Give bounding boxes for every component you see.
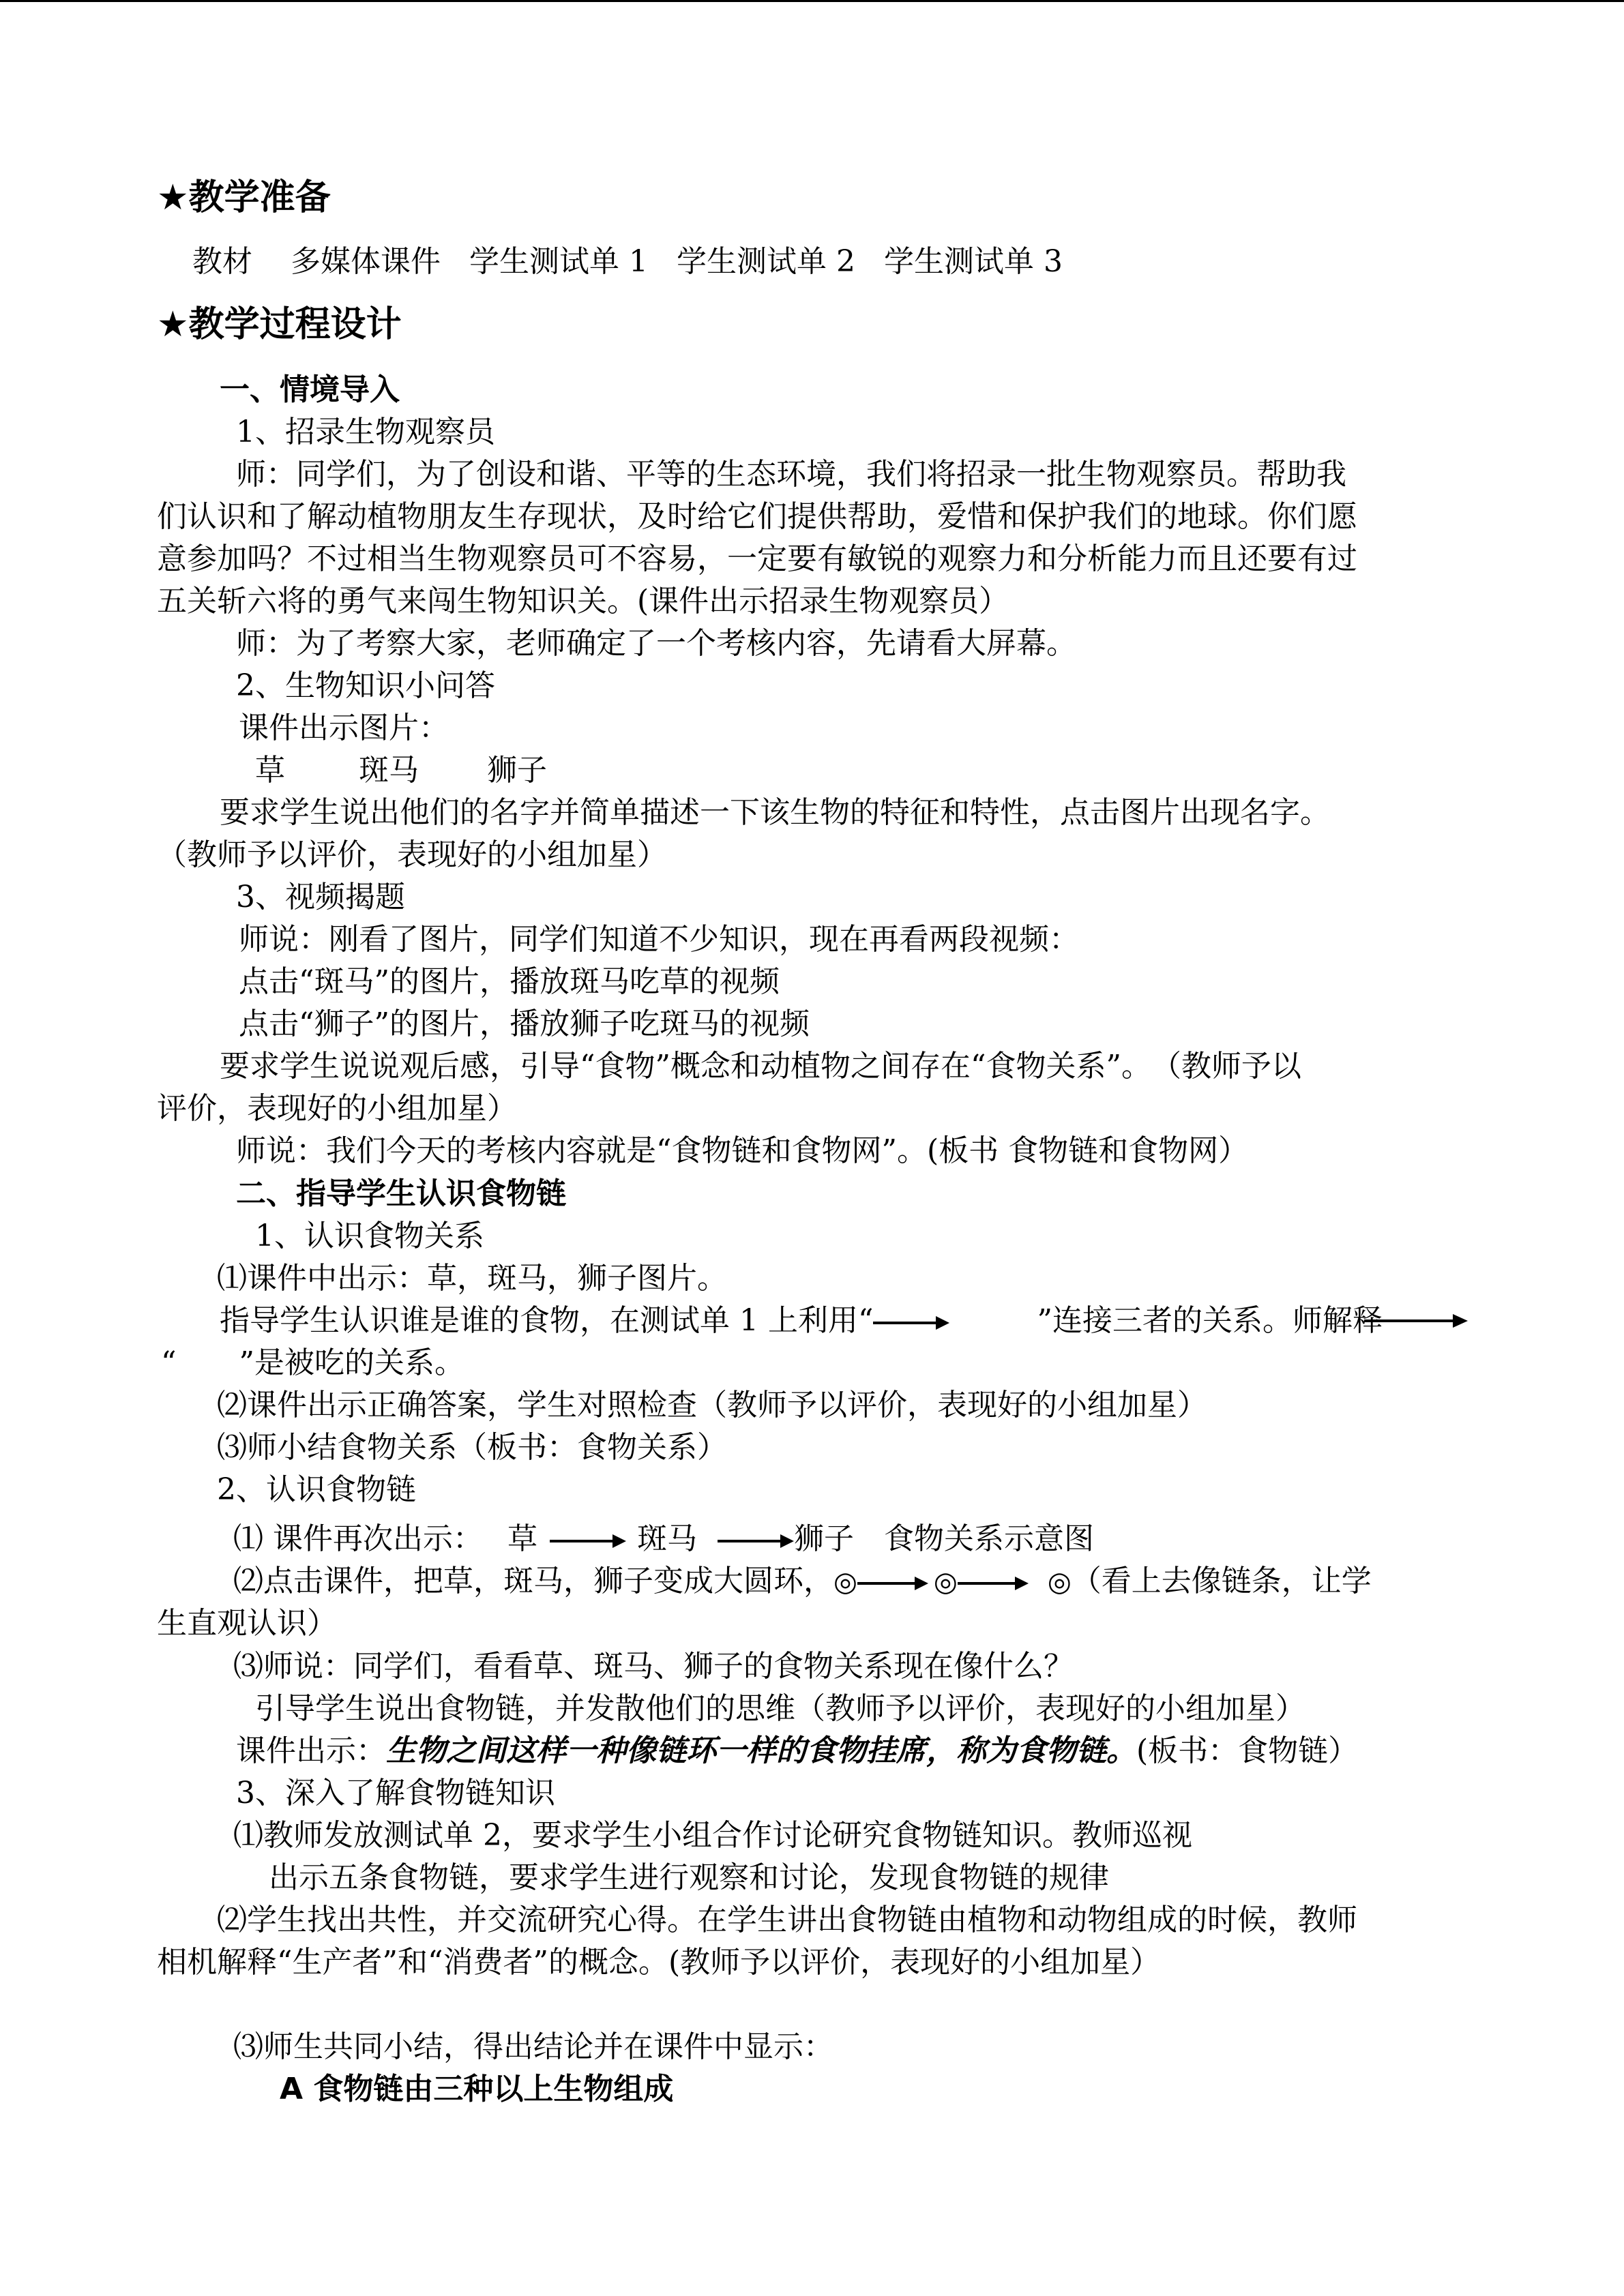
paragraph-line: 出示五条食物链，要求学生进行观察和讨论，发现食物链的规律 — [269, 1860, 1109, 1895]
paragraph-line: ⑴教师发放测试单 2，要求学生小组合作讨论研究食物链知识。教师巡视 — [233, 1818, 1192, 1853]
text-fragment: 指导学生认识谁是谁的食物，在测试单 1 上利用“ — [220, 1303, 874, 1338]
food-chain-definition: 生物之间这样一种像链环一样的食物挂席，称为食物链。 — [386, 1733, 1136, 1768]
paragraph-line: 师说：我们今天的考核内容就是“食物链和食物网”。(板书 食物链和食物网） — [236, 1133, 1249, 1168]
text-fragment: 食物关系示意图 — [884, 1521, 1094, 1556]
right-arrow-icon — [1364, 1313, 1468, 1329]
food-chain-item: 狮子 — [794, 1521, 854, 1556]
paragraph-line-with-arrow — [220, 1300, 1468, 1342]
picture-label: 草 — [255, 753, 285, 788]
definition-line — [236, 1730, 1358, 1772]
conclusion-line: A 食物链由三种以上生物组成 — [280, 2072, 674, 2106]
prep-item: 学生测试单 1 — [469, 244, 648, 279]
subheading: 2、认识食物链 — [217, 1472, 416, 1507]
paragraph-line: ⑶师说：同学们，看看草、斑马、狮子的食物关系现在像什么？ — [233, 1649, 1074, 1684]
subheading: 1、招录生物观察员 — [236, 415, 495, 449]
paragraph-line: ⑶师小结食物关系（板书：食物关系） — [217, 1430, 727, 1465]
text-fragment: ”连接三者的关系。师解释 — [1037, 1303, 1383, 1338]
prep-item: 学生测试单 3 — [883, 244, 1063, 279]
prep-item: 学生测试单 2 — [676, 244, 855, 279]
ring-icon: ◎ — [1047, 1566, 1072, 1598]
text-fragment: ”是被吃的关系。 — [239, 1345, 464, 1380]
subheading: 3、视频揭题 — [236, 880, 405, 914]
right-arrow-icon — [857, 1575, 928, 1592]
paragraph-line: ⑴课件中出示：草，斑马，狮子图片。 — [217, 1261, 727, 1296]
heading-guide: 二、指导学生认识食物链 — [236, 1176, 566, 1211]
paragraph-line: 课件出示图片： — [239, 711, 449, 745]
top-border-line — [0, 0, 1624, 2]
ring-icon: ◎ — [933, 1566, 958, 1598]
paragraph-line: ⑵课件出示正确答案，学生对照检查（教师予以评价，表现好的小组加星） — [217, 1388, 1207, 1422]
prep-item: 教材 — [192, 244, 252, 279]
right-arrow-icon — [958, 1575, 1029, 1592]
text-fragment: “ — [161, 1345, 177, 1380]
paragraph-line: 要求学生说说观后感，引导“食物”概念和动植物之间存在“食物关系”。 （教师予以 — [220, 1049, 1301, 1084]
prep-item: 多媒体课件 — [291, 244, 441, 279]
paragraph-line: 点击“斑马”的图片，播放斑马吃草的视频 — [239, 964, 780, 999]
heading-intro: 一、情境导入 — [220, 372, 400, 407]
text-fragment: 课件出示： — [236, 1733, 386, 1768]
subheading: 2、生物知识小问答 — [236, 668, 495, 703]
text-fragment: ⑵点击课件，把草，斑马，狮子变成大圆环， — [233, 1564, 833, 1598]
section-title-preparation: ★教学准备 — [157, 177, 331, 218]
paragraph-line: 评价，表现好的小组加星） — [157, 1091, 517, 1126]
right-arrow-icon — [873, 1315, 949, 1331]
paragraph-line: 师说：刚看了图片，同学们知道不少知识，现在再看两段视频： — [239, 922, 1079, 957]
food-chain-line — [233, 1518, 1094, 1560]
paragraph-line — [161, 1342, 464, 1384]
text-fragment: （看上去像链条，让学 — [1071, 1564, 1372, 1598]
section-title-process: ★教学过程设计 — [157, 304, 402, 345]
paragraph-line: 引导学生说出食物链，并发散他们的思维（教师予以评价，表现好的小组加星） — [255, 1691, 1305, 1726]
paragraph-line: ⑵学生找出共性，并交流研究心得。在学生讲出食物链由植物和动物组成的时候，教师 — [217, 1903, 1357, 1937]
paragraph-line: 五关斩六将的勇气来闯生物知识关。(课件出示招录生物观察员） — [157, 584, 1009, 618]
paragraph-line: 点击“狮子”的图片，播放狮子吃斑马的视频 — [239, 1007, 810, 1041]
ring-chain-line — [233, 1560, 1372, 1603]
paragraph-line: 要求学生说出他们的名字并简单描述一下该生物的特征和特性，点击图片出现名字。 — [220, 795, 1330, 830]
paragraph-line: 师：为了考察大家，老师确定了一个考核内容，先请看大屏幕。 — [236, 626, 1076, 661]
paragraph-line: 生直观认识） — [157, 1606, 337, 1641]
subheading: 1、认识食物关系 — [255, 1219, 484, 1253]
paragraph-line: ⑶师生共同小结，得出结论并在课件中显示： — [233, 2029, 833, 2064]
text-fragment: (板书：食物链） — [1136, 1733, 1359, 1768]
paragraph-line: 们认识和了解动植物朋友生存现状，及时给它们提供帮助，爱惜和保护我们的地球。你们愿 — [157, 499, 1357, 534]
preparation-items — [192, 241, 1063, 283]
picture-label: 狮子 — [487, 753, 547, 788]
picture-labels — [255, 749, 547, 792]
paragraph-line: 师：同学们，为了创设和谐、平等的生态环境，我们将招录一批生物观察员。帮助我 — [236, 457, 1346, 492]
picture-label: 斑马 — [359, 753, 419, 788]
paragraph-line: 意参加吗？不过相当生物观察员可不容易，一定要有敏锐的观察力和分析能力而且还要有过 — [157, 541, 1357, 576]
food-chain-item: 斑马 — [637, 1521, 697, 1556]
right-arrow-icon — [550, 1533, 626, 1549]
text-fragment: ⑴ 课件再次出示： — [233, 1521, 483, 1556]
paragraph-line: （教师予以评价，表现好的小组加星） — [157, 837, 667, 872]
food-chain-item: 草 — [507, 1521, 537, 1556]
subheading: 3、深入了解食物链知识 — [236, 1776, 555, 1810]
ring-icon: ◎ — [833, 1566, 857, 1598]
paragraph-line: 相机解释“生产者”和“消费者”的概念。(教师予以评价，表现好的小组加星） — [157, 1945, 1161, 1980]
right-arrow-icon — [718, 1533, 794, 1549]
